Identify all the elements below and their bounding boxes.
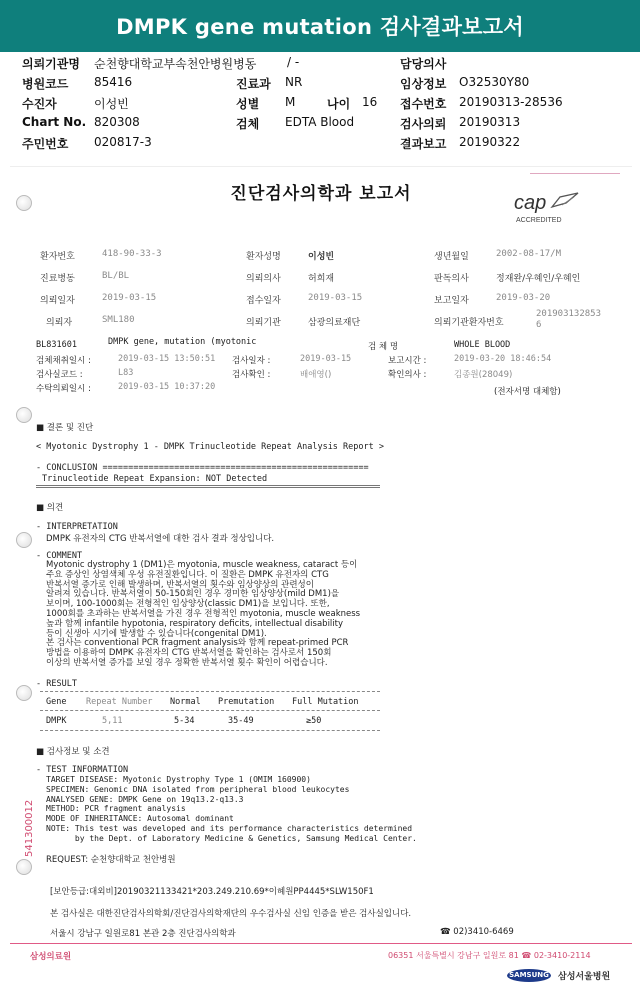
chart-label: Chart No. (22, 115, 87, 129)
rrn-value: 020817-3 (94, 135, 152, 149)
requester-label: 의뢰자 (46, 318, 73, 328)
punch-hole (16, 685, 32, 701)
test-name: DMPK gene, mutation (myotonic (108, 337, 257, 347)
test-info-line: METHOD: PCR fragment analysis (46, 804, 186, 814)
table-header-cell: Premutation (218, 697, 275, 707)
table-rule (40, 730, 380, 731)
spec-value: WHOLE BLOOD (454, 340, 511, 350)
recvtime-label: 수탁의뢰일시 : (36, 384, 91, 394)
table-cell: 5-34 (174, 716, 195, 726)
header-summary (22, 55, 622, 155)
report-value: 20190322 (459, 135, 521, 149)
reader-label: 판독의사 (434, 274, 469, 284)
table-header-cell: Full Mutation (292, 697, 359, 707)
age-label: 나이 (327, 97, 351, 111)
cert-line: 본 검사실은 대한진단검사의학회/진단검사의학재단의 우수검사실 신임 인증을 받은 검사실입니다. (50, 909, 412, 919)
cap-logo (508, 189, 586, 225)
name-value: 이성빈 (308, 252, 335, 262)
pid-label: 환자번호 (40, 252, 75, 262)
table-cell: DMPK (46, 716, 67, 726)
recdate-label: 접수일자 (246, 296, 281, 306)
banner-title: DMPK gene mutation 검사결과보고서 (116, 15, 524, 39)
confirmer-value: 김종원(28049) (454, 370, 513, 380)
test-code: BL831601 (36, 340, 77, 350)
interp-label: - INTERPRETATION (36, 522, 118, 532)
phone-line: ☎ 02)3410-6469 (440, 927, 514, 937)
footer-rule (10, 943, 632, 944)
header-row (22, 75, 622, 95)
dept-value: NR (285, 75, 303, 89)
recvtime-value: 2019-03-15 10:37:20 (118, 382, 216, 392)
specimen-label: 검체 (236, 117, 260, 131)
collect-label: 검체채취일시 : (36, 356, 91, 366)
rrn-label: 주민번호 (22, 137, 69, 151)
footer-right: 06351 서울특별시 강남구 일원로 81 ☎ 02-3410-2114 (388, 951, 591, 960)
report-label: 결과보고 (400, 137, 447, 151)
hospital-label: 의뢰기관명 (22, 57, 80, 71)
method-header: ■ 검사정보 및 소견 (36, 747, 110, 757)
check-label: 검사일자 : (232, 356, 271, 366)
punch-hole (16, 532, 32, 548)
result-label: - RESULT (36, 679, 77, 689)
sex-value: M (285, 95, 296, 109)
esign-note: (전자서명 대체함) (494, 387, 561, 397)
test-info-line: TARGET DISEASE: Myotonic Dystrophy Type 1 (OMIM 160900) (46, 775, 311, 784)
comment-line: 보이며, 100-1000회는 전형적인 임상양상(classic DM1)을 보입니다. 또한, (46, 599, 330, 610)
doctor-label: 담당의사 (400, 57, 447, 71)
conclusion-text: Trinucleotide Repeat Expansion: NOT Detected (42, 474, 268, 484)
reqinst-value: 삼광의료재단 (308, 318, 361, 328)
conclusion-rule (36, 485, 380, 488)
confirmer-label: 확인의사 : (388, 370, 427, 380)
rtime-value: 2019-03-20 18:46:54 (454, 354, 552, 364)
comment-line: Myotonic dystrophy 1 (DM1)은 myotonia, muscle weakness, cataract 등이 (46, 560, 358, 570)
table-cell: ≥50 (306, 716, 322, 726)
results-header: ■ 결론 및 진단 (36, 423, 94, 433)
patient-label: 수진자 (22, 97, 57, 111)
report-name: < Myotonic Dystrophy 1 - DMPK Trinucleotide Repeat Analysis Report > (36, 442, 384, 452)
name-label: 환자성명 (246, 252, 281, 262)
table-rule (40, 710, 380, 711)
pid-value: 418-90-33-3 (102, 249, 162, 259)
comment-label: - COMMENT (36, 551, 83, 561)
room-value: L83 (118, 368, 134, 378)
footer-left: 삼성의료원 (30, 952, 72, 962)
ward-value: BL/BL (102, 271, 130, 281)
repdate-value: 2019-03-20 (496, 293, 551, 303)
hospital-value: 순천향대학교부속천안병원병동 (94, 57, 257, 71)
reqdate-label: 의뢰일자 (40, 296, 75, 306)
comment-line: 주요 증상인 상염색체 우성 유전질환입니다. 이 질환은 DMPK 유전자의 CTG (46, 569, 329, 580)
rtime-label: 보고시간 : (388, 356, 427, 366)
request-line: REQUEST: 순천향대학교 천안병원 (46, 855, 176, 865)
reqdate-value: 2019-03-15 (102, 293, 157, 303)
specimen-value: EDTA Blood (285, 115, 355, 129)
scanned-report (10, 166, 632, 987)
cap-sub: ACCREDITED (516, 217, 562, 224)
age-value: 16 (362, 95, 378, 109)
reqdoc-label: 의뢰의사 (246, 274, 281, 284)
confirm-value: 배애영() (300, 370, 332, 380)
recdate-value: 2019-03-15 (308, 293, 363, 303)
comment-line: 1000회를 초과하는 반복서열을 가진 경우 전형적인 myotonia, muscle weakness (46, 608, 361, 619)
reqdoc-value: 허희재 (308, 274, 335, 284)
opinion-header: ■ 의견 (36, 503, 64, 513)
comment-line: 높과 함께 infantile hypotonia, respiratory deficits, intellectual disability (46, 618, 344, 629)
clinical-label: 임상정보 (400, 77, 447, 91)
header-row (22, 95, 622, 115)
header-row (22, 135, 622, 155)
report-footer (10, 947, 632, 987)
address-line: 서울시 강남구 일원로81 본관 2층 진단검사의학과 (50, 929, 236, 939)
reqinst-label: 의뢰기관 (246, 318, 281, 328)
room-label: 검사실코드 : (36, 370, 83, 380)
request-label: 검사의뢰 (400, 117, 447, 131)
comment-line: 등이 신생아 시기에 발생할 수 있습니다(congenital DM1). (46, 628, 267, 639)
report-banner (0, 0, 640, 52)
samsung-logo: SAMSUNG (507, 969, 551, 982)
clinical-value: O32530Y80 (459, 75, 530, 89)
test-info-block (46, 775, 417, 844)
table-header-cell: Gene (46, 697, 67, 707)
cap-accredited-icon (508, 189, 586, 225)
punch-hole (16, 407, 32, 423)
instpid-value: 201903132853 (536, 309, 602, 319)
table-header-cell: Normal (170, 697, 201, 707)
pink-rule (530, 173, 620, 174)
chart-value: 820308 (94, 115, 140, 129)
security-line: [보안등급:대외비]20190321133421*203.249.210.69*이혜원PP4445*SLW150F1 (50, 887, 374, 897)
confirm-label: 검사확인 : (232, 370, 271, 380)
collect-value: 2019-03-15 13:50:51 (118, 354, 216, 364)
comment-line: 본 검사는 conventional PCR fragment analysis와 함께 repeat-primed PCR (46, 638, 349, 649)
dob-label: 생년월일 (434, 252, 469, 262)
reader-value: 정재완/우혜인/우혜인 (496, 274, 581, 284)
comment-line: 방법을 이용하여 DMPK 유전자의 CTG 반복서열을 확인하는 검사로서 150회 (46, 648, 332, 659)
dob-value: 2002-08-17/M (496, 249, 562, 259)
test-info-line: NOTE: This test was developed and its performance characteristics determined (46, 823, 413, 833)
instpid-label: 의뢰기관환자번호 (434, 318, 504, 328)
test-info-line: SPECIMEN: Genomic DNA isolated from peripheral blood leukocytes (46, 784, 350, 794)
conclusion-label: - CONCLUSION ==================================================== (36, 463, 369, 473)
side-number: 541300012 (24, 799, 35, 857)
punch-hole (16, 859, 32, 875)
test-info-line: ANALYSED GENE: DMPK Gene on 19q13.2-q13.3 (46, 794, 244, 804)
table-cell: 5,11 (102, 716, 123, 726)
test-info-line: by the Dept. of Laboratory Medicine & Genetics, Samsung Medical Center. (46, 833, 417, 843)
code-value: 85416 (94, 75, 133, 89)
patient-value: 이성빈 (94, 97, 129, 111)
header-row (22, 115, 622, 135)
repdate-label: 보고일자 (434, 296, 469, 306)
receipt-label: 접수번호 (400, 97, 447, 111)
header-row (22, 55, 622, 75)
instpid-value-2: 6 (536, 320, 542, 330)
comment-line: 반복서열 증가로 인해 발생하며, 반복서열의 횟수와 임상양상의 관련성이 (46, 579, 314, 590)
table-header-cell: Repeat Number (86, 697, 153, 707)
test-info-label: - TEST INFORMATION (36, 765, 129, 775)
ward-label: 진료병동 (40, 274, 75, 284)
footer-hospital: 삼성서울병원 (558, 972, 611, 982)
test-info-line: MODE OF INHERITANCE: Autosomal dominant (46, 814, 234, 824)
check-value: 2019-03-15 (300, 354, 352, 364)
code-label: 병원코드 (22, 77, 69, 91)
receipt-value: 20190313-28536 (459, 95, 563, 109)
comment-line: 알려져 있습니다. 반복서열이 50-150회인 경우 경미한 임상양상(mild DM1)을 (46, 589, 340, 600)
sex-label: 성별 (236, 97, 260, 111)
cap-text: cap (514, 192, 547, 214)
spec-label: 검 체 명 (368, 342, 399, 352)
interp-text: DMPK 유전자의 CTG 반복서열에 대한 검사 결과 정상입니다. (46, 534, 275, 544)
comment-block (46, 561, 360, 669)
request-value: 20190313 (459, 115, 521, 129)
report-title: 진단검사의학과 보고서 (230, 184, 412, 204)
comment-line: 이상의 반복서열 증가를 보일 경우 정확한 반복서열 횟수 확인이 어렵습니다. (46, 657, 328, 668)
requester-value: SML180 (102, 315, 135, 325)
ward-value: / - (287, 55, 300, 69)
dept-label: 진료과 (236, 77, 271, 91)
table-rule (40, 691, 380, 692)
table-cell: 35-49 (228, 716, 254, 726)
